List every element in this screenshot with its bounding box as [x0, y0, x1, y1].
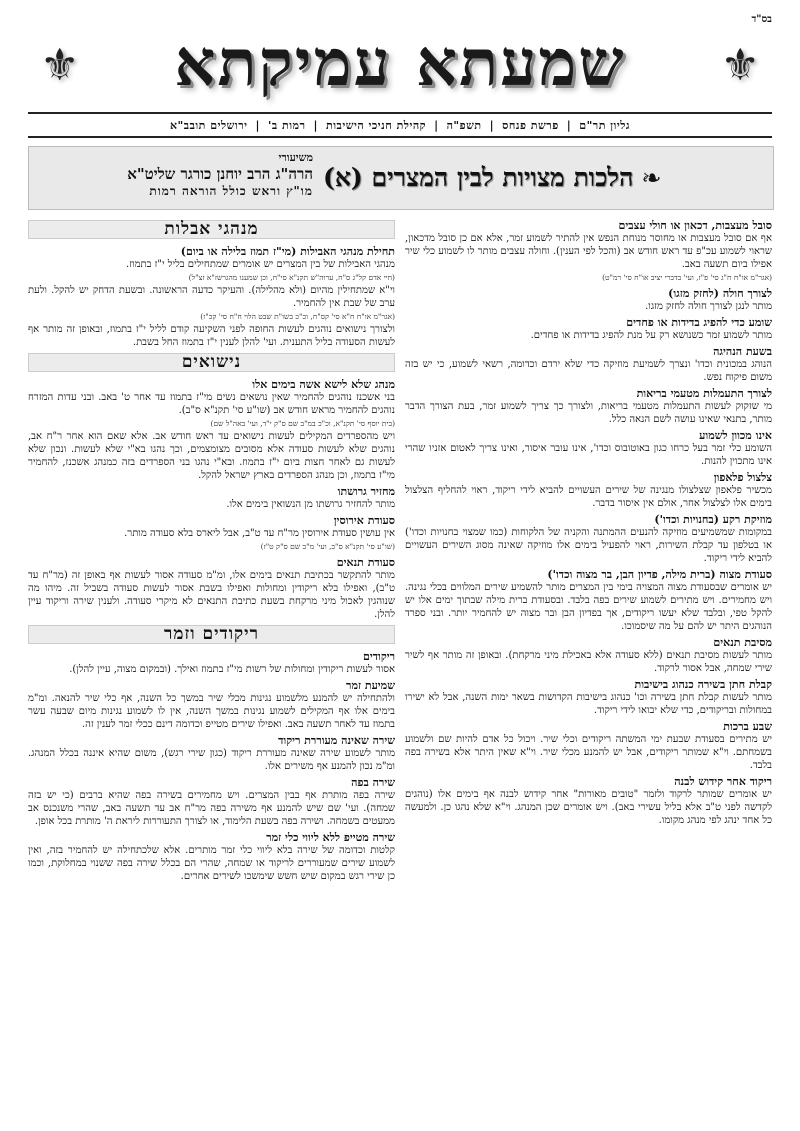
body-text: וי"א שמתחילין מהיום (ולא מהלילה). והעיקר כדעה הראשונה. ובשעת הדחק יש להקל. ולעת ערב של שבת אין להחמיר.: [28, 285, 395, 309]
issue-item: תשפ"ה: [446, 118, 482, 132]
issue-separator: |: [489, 118, 495, 132]
subheading: שבע ברכות: [723, 720, 772, 733]
body-text: השומע כלי זמר בעל כרחו כגון באוטובוס וכדו', אינו עובר איסור, ואינו צריך לאטום אזניו שהרי אינו מתכוין להנות.: [405, 443, 772, 467]
section-heading: ריקודים וזמר: [28, 625, 395, 644]
bsd-mark: בס"ד: [751, 14, 772, 25]
right-column: [28, 216, 395, 1116]
source-note: (חיי אדם קל"ג ס"ח, ערוה"ש תקנ"א סי"ח, וכן שמענו מהגרשז"א זצ"ל): [188, 273, 395, 282]
subheading: סעודת אירוסין: [333, 514, 395, 527]
rabbi-name: הרה"ג הרב יוחנן כורגר שליט"א: [127, 165, 313, 183]
source-note: (אגר"מ או"ח ח"א סי' קס"ח, וכ"כ בשו"ת שבט הלוי ח"ח סי' קכ"ז): [200, 312, 395, 321]
body-text: שירה בפה מותרת אף בבין המצרים. ויש מחמירים בשירה בפה שהיא ברבים (כי יש בזה שמחה). ועי' שם שיש להמנע אף משירה בפה מר"ח אב עד תשעה באב, שהרי משנכנס אב ממעטים בשמחה. ושירה בפה בשעת הלימוד, או לצורך התעוררות ליראת ה' מותרת בכל אופן.: [28, 790, 395, 827]
rabbi-box: [29, 147, 323, 209]
body-text: הנוהג במכונית וכדו' ונצרך לשמיעת מוזיקה כדי שלא ירדם וכדומה, רשאי לשמוע, כי יש בזה משום פיקוח נפש.: [405, 359, 772, 383]
left-column: [405, 216, 772, 1116]
subheading: סעודת מצוה (ברית מילה, פדיון הבן, בר מצוה וכדו'): [547, 568, 772, 581]
body-text: מותר להתקשר בכתיבת תנאים בימים אלו, ומ"מ סעודה אסור לעשות אף באופן זה (מר"ח עד ט"ב), ואפילו בלא ריקודין ומחולות ואפילו בשבת אסור לעשות סעודה בשביל זה. מיהו מה שנוהגין לאכול מיני מרקחת בשעת כתיבת התנאים לא מיקרי סעודה. ולענין שירה וריקוד עיין להלן.: [28, 570, 395, 620]
subheading: מסיבת תנאים: [713, 636, 772, 649]
issue-separator: |: [566, 118, 572, 132]
section-heading: נישואים: [28, 353, 395, 372]
issue-info-bar: [28, 112, 772, 138]
body-text: יש אומרים שבסעודת מצוה המצויה בימי בין המצרים מותר להשמיע שירים המלווים בכלי נגינה. ויש מחמירים. ויש מתירים לשמוע שירים בפה בלבד. ובסעודת ברית מילה שבתוך ימים אלו יש להקל טפי, ובלבד שלא יעשו ריקודים, אך בפדיון הבן ובר מצוה יש להחמיר יותר. ובני ספרד הנוהגים היתר יש להם על מה שיסמוכו.: [405, 582, 772, 632]
section-heading: מנהגי אבלות: [28, 220, 395, 239]
rabbi-label: משיעורי: [278, 151, 313, 164]
body-text: ויש מהספרדים המקילים לעשות נישואים עד ראש חודש אב. אלא שאם הוא אחר ר"ח אב, נוהגים שלא לעשות סעודה אלא מסובים מצומצמים, וכך נהגו בא"י שלא לעשות. ונכון שלא לעשות גם לאחר חצות ביום י"ז בתמוז. ובא"י נהגו בני הספרדים בזה כמנהג אשכנז, להחמיר מי"ז בתמוז, וכן מנהג הספרדים בארץ ישראל להקל.: [28, 431, 395, 481]
body-text: במקומות שמשמיעים מוזיקה להנעים ההמתנה והקניה של הלקוחות (כמו שמצוי בחנויות וכדו') או בטלפון עד קבלת השירות, ראוי להפעיל בימים אלו מוזיקה שאינה מסוג השירים העשויים להביא לידי ריקוד.: [405, 527, 772, 564]
subheading: אינו מכוון לשמוע: [699, 429, 772, 442]
masthead: [0, 18, 800, 108]
body-text: יש מתירים בסעודת שבעת ימי המשתה ריקודים וכלי שיר. ויכול כל אדם להיות שם ולשמוע בשמחתם. וי"א שמותר ריקודים, אבל יש להמנע מכלי שיר. וי"א שאין היתר אלא בשירה בפה בלבד.: [405, 734, 772, 771]
body-text: מותר לעשות קבלת חתן בשירה וכו' כנהוג בישיבות הקדושות בשאר ימות השנה, אבל לא ישירו במחולות ובריקודים, כדי שלא יבואו לידי ריקוד.: [405, 692, 772, 716]
issue-item: רמות ב': [268, 118, 306, 132]
article-title-box: [323, 147, 773, 209]
body-text: קלטות וכדומה של שירה בלא ליווי כלי זמר מותרים. אלא שלכתחילה יש להחמיר בזה, ואין לשמוע שירים שמעוררים לריקוד או שמחה, שהרי הם בכלל שירה בפה ששנוי במחלוקת, וכמו כן שירי רגש במקום שיש חשש שימשכו לשירים אחרים.: [28, 845, 395, 882]
source-note: (שו"ע סי' תקנ"א ס"ב, ועי' מ"ב שם ס"ק ט"ז): [260, 542, 395, 551]
subheading: ריקודים: [362, 650, 395, 663]
body-text: אף אם סובל מעצבות או מחוסר מנוחת הנפש אין להתיר לשמוע זמר, אלא אם כן סובל מדכאון, שראוי לשמוע עכ"פ עד ראש חודש אב (והכל לפי הענין). וחולה עצבים מותר לו לשמוע כלי שיר אפילו ביום תשעה באב.: [405, 233, 772, 270]
body-text: יש אומרים שמותר לרקוד ולזמר "טובים מאורות" אחר קידוש לבנה אף בימים אלו (נוהגים לקדשה לפני ט"ב אלא בליל עשירי באב). ויש אומרים שכן המנהג. וי"א שלא נהגו כן. ולמעשה כל אחד ינהג לפי מנהג מקומו.: [405, 789, 772, 826]
subheading: שירה מטייפ ללא ליווי כלי זמר: [266, 831, 395, 844]
issue-item: גליון תר"ם: [579, 118, 631, 132]
subheading: שירה שאינה מעוררת ריקוד: [278, 734, 395, 747]
subheading: לצורך התעמלות מטעמי בריאות: [636, 387, 772, 400]
subheading: ריקוד אחר קידוש לבנה: [674, 775, 772, 788]
body-text: ולהתחילה יש להמנע מלשמוע נגינות מכלי שיר במשך כל השנה, אף כלי שיר להנאה. ומ"מ בימים אלו אף המקילים לשמוע נגינות במשך השנה, אין לו לשמוע נגינות מיום שבעה עשר בתמוז עד לאחר תשעה באב. ואפילו שירים מטייפ וכדומה דינם ככלי זמר לענין זה.: [28, 693, 395, 730]
subheading: שמיעת זמר: [346, 679, 395, 692]
body-text: מכשיר פלאפון שצלצולו מנגינה של שירים העשויים להביא לידי ריקוד, ראוי להחליף הצלצול בימים אלו לצלצול אחר, אולם אין איסור בדבר.: [405, 485, 772, 509]
subheading: סעודת תנאים: [336, 556, 395, 569]
article-header: [28, 146, 774, 210]
article-title: הלכות מצויות לבין המצרים (א): [323, 163, 634, 192]
subheading: מנהג שלא לישא אשה בימים אלו: [252, 378, 395, 391]
body-text: מותר לשמוע שירה שאינה מעוררת ריקוד (כגון שירי רגש), משום שהיא איננה בכלל המנהג. ומ"מ נכון להמנע אף משירים אלו.: [28, 748, 395, 772]
body-text: אין עושין סעודת אירוסין מר"ח עד ט"ב, אבל ליארס בלא סעודה מותר.: [124, 528, 395, 539]
subheading: מחזיר גרושתו: [337, 485, 395, 498]
subheading: בשעת הנהיגה: [713, 345, 772, 358]
issue-separator: |: [313, 118, 318, 132]
source-note: (אגר"מ או"ח ח"ג סי' פ"ז, ועי' בדברי יציב או"ח סי' רמ"ט): [602, 273, 772, 282]
issue-separator: |: [434, 118, 439, 132]
masthead-title: שמעתא עמיקתא: [174, 25, 626, 101]
article-columns: [28, 216, 772, 1116]
body-text: מותר להחזיר גרושתו מן הנשואין בימים אלו.: [226, 499, 395, 510]
fleur-de-lis-right-icon: ⚜: [720, 40, 760, 91]
body-text: מותר לנגן לצורך חולה לחזק מזגו.: [645, 301, 772, 312]
body-text: אסור לעשות ריקודין ומחולות של רשות מי"ז בתמוז ואילך. (ובמקום מצוה, עיין להלן).: [69, 664, 395, 675]
ornament-icon: ❧: [641, 164, 662, 192]
subheading: לצורך חולה (לחזק מזגו): [668, 287, 772, 300]
body-text: מנהגי האבילות של בין המצרים יש אומרים שמתחילים בליל י"ז בתמוז.: [126, 259, 395, 270]
subheading: צלצול פלאפון: [713, 471, 772, 484]
subheading: שירה בפה: [351, 776, 395, 789]
body-text: מותר לעשות מסיבת תנאים (ללא סעודה אלא באכילת מיני מרקחת). ובאופן זה מותר אף לשיר שירי שמחה, אבל אסור לרקוד.: [405, 650, 772, 674]
subheading: שומע כדי להפיג בדידות או פחדים: [626, 316, 772, 329]
body-text: ולצורך נישואים נוהגים לעשות החופה לפני השקיעה קודם לליל י"ז בתמוז, ובאופן זה מותר אף לעשות הסעודה בליל התענית. ועי' להלן לענין י"ז בתמוז החל בשבת.: [28, 324, 395, 348]
subheading: סובל מעצבות, דכאון או חולי עצבים: [618, 219, 772, 232]
subheading: קבלת חתן בשירה כנהוג בישיבות: [634, 678, 772, 691]
subheading: מוזיקת רקע (בחנויות וכדו'): [654, 513, 772, 526]
body-text: בני אשכנז נוהגים להחמיר שאין נושאים נשים מי"ז בתמוז עד אחר ט' באב. ובני עדות המזרח נוהגים להחמיר מראש חודש אב (שו"ע סי' תקנ"א ס"ב).: [28, 392, 395, 416]
source-note: (בית יוסף סי' תקנ"א, וכ"כ במ"ב שם ס"ק י"ד, ועי' באה"ל שם): [210, 419, 395, 428]
body-text: מי שזקוק לעשות התעמלות מטעמי בריאות, ולצורך כך צריך לשמוע זמר, בעת הצורך הדבר מותר, בתנאי שאינו עושה לשם הנאה כלל.: [405, 401, 772, 425]
issue-item: קהילת חניכי הישיבות: [326, 118, 427, 132]
issue-separator: |: [255, 118, 261, 132]
rabbi-position: מו"ץ וראש כולל הוראה רמות: [149, 184, 313, 198]
subheading: תחילת מנהגי האבילות (מי"ז תמוז בלילה או ביום): [180, 245, 395, 258]
issue-item: פרשת פנחס: [502, 118, 559, 132]
fleur-de-lis-left-icon: ⚜: [40, 40, 80, 91]
issue-item: ירושלים תובב"א: [169, 118, 248, 132]
body-text: מותר לשמוע זמר כשנושא רק על מנת להפיג בדידות או פחדים.: [530, 330, 772, 341]
